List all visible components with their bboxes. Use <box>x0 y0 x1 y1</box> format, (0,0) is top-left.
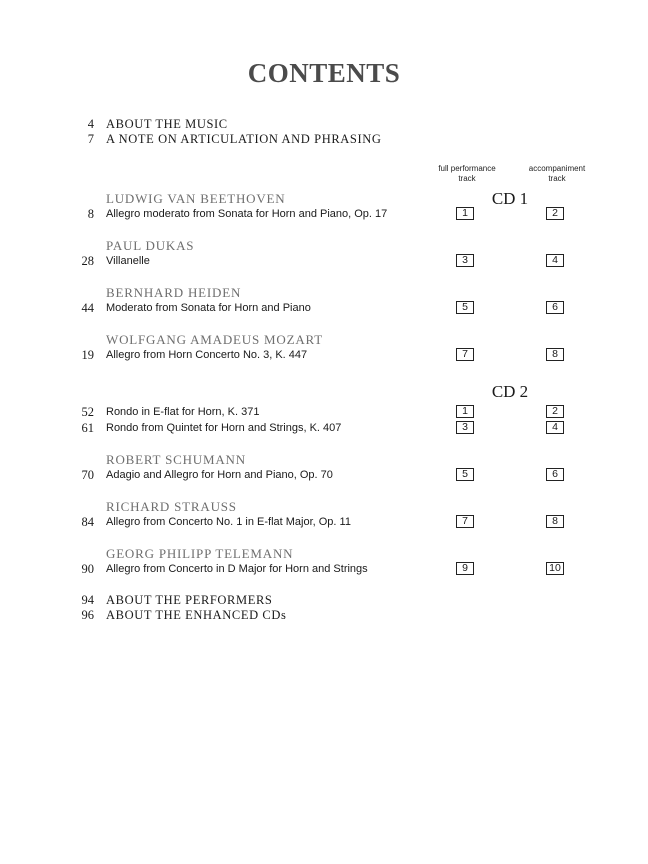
page-number: 4 <box>87 117 94 131</box>
page-number: 84 <box>81 515 94 529</box>
entry-title: ABOUT THE MUSIC <box>106 117 228 131</box>
header-line: track <box>548 174 566 183</box>
composer-heading: LUDWIG VAN BEETHOVEN <box>106 191 286 206</box>
toc-entry-about-music[interactable] <box>0 116 648 132</box>
accompaniment-track-box: 8 <box>546 348 564 361</box>
accompaniment-track-box: 10 <box>546 562 564 575</box>
composer-heading: PAUL DUKAS <box>106 238 195 253</box>
page-title: CONTENTS <box>247 58 401 88</box>
composer-heading: GEORG PHILIPP TELEMANN <box>106 546 294 561</box>
header-line: full performance <box>438 164 496 173</box>
page-number: 96 <box>81 608 94 622</box>
accompaniment-track-box: 4 <box>546 254 564 267</box>
cd1-label: CD 1 <box>491 189 529 208</box>
piece-title: Allegro from Horn Concerto No. 3, K. 447 <box>106 349 308 361</box>
page-number: 61 <box>81 421 94 435</box>
header-line: accompaniment <box>528 164 586 173</box>
full-performance-track-box: 9 <box>456 562 474 575</box>
piece-title: Moderato from Sonata for Horn and Piano <box>106 302 311 314</box>
accompaniment-track-box: 6 <box>546 301 564 314</box>
toc-entry-piece[interactable] <box>0 561 648 577</box>
toc-entry-piece[interactable] <box>0 420 648 436</box>
entry-title: ABOUT THE ENHANCED CDs <box>106 608 287 622</box>
page-number: 52 <box>81 405 94 419</box>
page-number: 7 <box>87 132 94 146</box>
entry-title: A NOTE ON ARTICULATION AND PHRASING <box>106 132 382 146</box>
toc-entry-piece[interactable] <box>0 514 648 530</box>
page-number: 19 <box>81 348 94 362</box>
page-number: 70 <box>81 468 94 482</box>
page-number: 44 <box>81 301 94 315</box>
toc-entry-piece[interactable] <box>0 300 648 316</box>
toc-entry-piece[interactable] <box>0 404 648 420</box>
full-performance-track-box: 5 <box>456 301 474 314</box>
cd2-label: CD 2 <box>491 382 529 401</box>
piece-title: Allegro from Concerto No. 1 in E-flat Major, Op. 11 <box>106 516 351 528</box>
piece-title: Rondo in E-flat for Horn, K. 371 <box>106 406 260 418</box>
accompaniment-track-box: 8 <box>546 515 564 528</box>
accompaniment-track-box: 4 <box>546 421 564 434</box>
full-performance-track-box: 5 <box>456 468 474 481</box>
toc-entry-piece[interactable] <box>0 347 648 363</box>
accompaniment-track-box: 6 <box>546 468 564 481</box>
full-performance-track-box: 7 <box>456 348 474 361</box>
page-number: 90 <box>81 562 94 576</box>
page-number: 28 <box>81 254 94 268</box>
entry-title: ABOUT THE PERFORMERS <box>106 593 273 607</box>
toc-entry-performers[interactable] <box>0 592 648 608</box>
accompaniment-track-header <box>512 164 602 184</box>
composer-heading: WOLFGANG AMADEUS MOZART <box>106 332 323 347</box>
toc-entry-articulation[interactable] <box>0 131 648 147</box>
accompaniment-track-box: 2 <box>546 405 564 418</box>
piece-title: Allegro moderato from Sonata for Horn and Piano, Op. 17 <box>106 208 388 220</box>
full-performance-track-box: 7 <box>456 515 474 528</box>
composer-heading: BERNHARD HEIDEN <box>106 285 242 300</box>
composer-heading: RICHARD STRAUSS <box>106 499 237 514</box>
composer-heading: ROBERT SCHUMANN <box>106 452 246 467</box>
toc-entry-enhanced-cds[interactable] <box>0 607 648 623</box>
piece-title: Rondo from Quintet for Horn and Strings, K. 407 <box>106 422 342 434</box>
full-performance-track-box: 3 <box>456 254 474 267</box>
accompaniment-track-box: 2 <box>546 207 564 220</box>
page-number: 94 <box>81 593 94 607</box>
toc-entry-piece[interactable] <box>0 467 648 483</box>
piece-title: Adagio and Allegro for Horn and Piano, Op. 70 <box>106 469 333 481</box>
toc-entry-piece[interactable] <box>0 206 648 222</box>
toc-entry-piece[interactable] <box>0 253 648 269</box>
full-performance-track-box: 3 <box>456 421 474 434</box>
full-performance-track-header <box>422 164 512 184</box>
page-number: 8 <box>87 207 94 221</box>
piece-title: Villanelle <box>106 255 150 267</box>
header-line: track <box>458 174 476 183</box>
full-performance-track-box: 1 <box>456 405 474 418</box>
full-performance-track-box: 1 <box>456 207 474 220</box>
piece-title: Allegro from Concerto in D Major for Horn and Strings <box>106 563 368 575</box>
